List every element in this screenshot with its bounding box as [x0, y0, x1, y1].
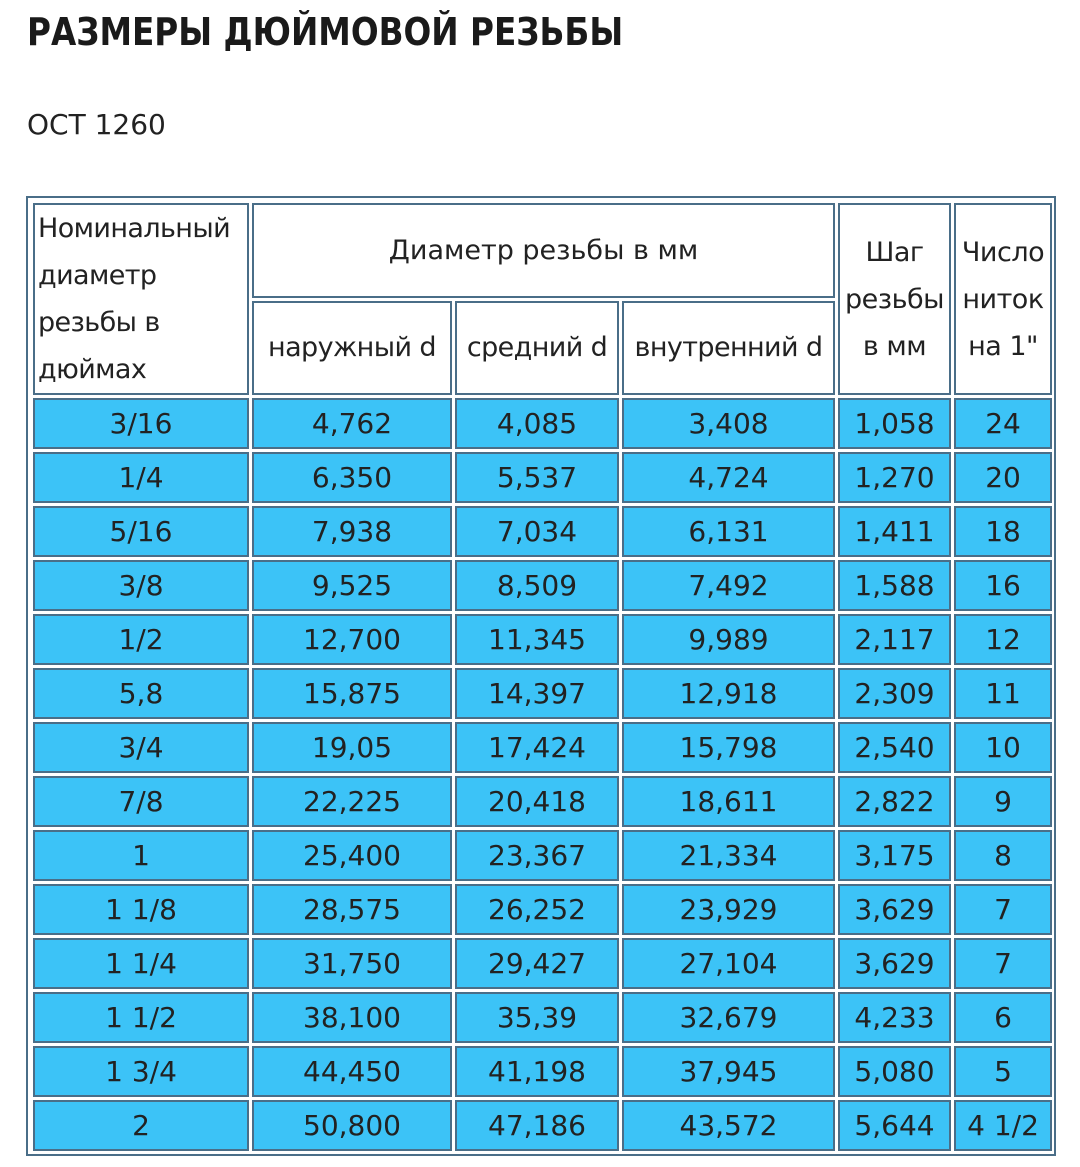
nominal-cell: 2: [33, 1100, 249, 1151]
inner-diameter-cell: 7,492: [622, 560, 835, 611]
standard-label: ОСТ 1260: [27, 108, 166, 141]
pitch-cell: 2,309: [838, 668, 951, 719]
threads-cell: 7: [954, 938, 1052, 989]
outer-diameter-cell: 4,762: [252, 398, 452, 449]
nominal-cell: 3/4: [33, 722, 249, 773]
page-title: РАЗМЕРЫ ДЮЙМОВОЙ РЕЗЬБЫ: [27, 10, 624, 54]
inner-diameter-cell: 12,918: [622, 668, 835, 719]
middle-diameter-cell: 47,186: [455, 1100, 619, 1151]
header-threads-line: ниток: [962, 283, 1044, 315]
threads-cell: 8: [954, 830, 1052, 881]
table-body: [33, 398, 1052, 1151]
outer-diameter-cell: 12,700: [252, 614, 452, 665]
inner-diameter-cell: 9,989: [622, 614, 835, 665]
threads-cell: 5: [954, 1046, 1052, 1097]
nominal-cell: 1 1/2: [33, 992, 249, 1043]
nominal-cell: 1 1/8: [33, 884, 249, 935]
pitch-cell: 3,629: [838, 884, 951, 935]
header-nominal-line: дюймах: [38, 354, 147, 385]
threads-cell: 24: [954, 398, 1052, 449]
inner-diameter-cell: 32,679: [622, 992, 835, 1043]
pitch-cell: 2,822: [838, 776, 951, 827]
table-row: [33, 506, 1052, 557]
outer-diameter-cell: 38,100: [252, 992, 452, 1043]
middle-diameter-cell: 23,367: [455, 830, 619, 881]
nominal-cell: 1/2: [33, 614, 249, 665]
middle-diameter-cell: 7,034: [455, 506, 619, 557]
header-threads-line: Число: [961, 236, 1045, 268]
nominal-cell: 1 1/4: [33, 938, 249, 989]
table-row: [33, 1100, 1052, 1151]
outer-diameter-cell: 44,450: [252, 1046, 452, 1097]
middle-diameter-cell: 29,427: [455, 938, 619, 989]
inner-diameter-cell: 3,408: [622, 398, 835, 449]
outer-diameter-cell: 50,800: [252, 1100, 452, 1151]
inner-diameter-cell: 23,929: [622, 884, 835, 935]
outer-diameter-cell: 9,525: [252, 560, 452, 611]
threads-cell: 9: [954, 776, 1052, 827]
outer-diameter-cell: 7,938: [252, 506, 452, 557]
header-pitch: [838, 203, 951, 395]
header-threads-line: на 1": [968, 330, 1038, 362]
nominal-cell: 5,8: [33, 668, 249, 719]
outer-diameter-cell: 15,875: [252, 668, 452, 719]
outer-diameter-cell: 25,400: [252, 830, 452, 881]
threads-cell: 16: [954, 560, 1052, 611]
nominal-cell: 7/8: [33, 776, 249, 827]
inner-diameter-cell: 21,334: [622, 830, 835, 881]
pitch-cell: 5,644: [838, 1100, 951, 1151]
middle-diameter-cell: 4,085: [455, 398, 619, 449]
table-row: [33, 614, 1052, 665]
threads-cell: 11: [954, 668, 1052, 719]
middle-diameter-cell: 11,345: [455, 614, 619, 665]
threads-cell: 20: [954, 452, 1052, 503]
thread-table-frame: [26, 196, 1056, 1156]
header-middle-diameter: средний d: [455, 301, 619, 396]
middle-diameter-cell: 17,424: [455, 722, 619, 773]
pitch-cell: 1,270: [838, 452, 951, 503]
outer-diameter-cell: 31,750: [252, 938, 452, 989]
threads-cell: 7: [954, 884, 1052, 935]
table-row: [33, 884, 1052, 935]
table-row: [33, 830, 1052, 881]
middle-diameter-cell: 14,397: [455, 668, 619, 719]
inner-diameter-cell: 37,945: [622, 1046, 835, 1097]
middle-diameter-cell: 5,537: [455, 452, 619, 503]
header-nominal-line: резьбы в: [38, 307, 160, 338]
inner-diameter-cell: 6,131: [622, 506, 835, 557]
thread-size-table: [30, 200, 1055, 1154]
pitch-cell: 3,175: [838, 830, 951, 881]
header-nominal-line: Номинальный: [38, 213, 231, 244]
outer-diameter-cell: 22,225: [252, 776, 452, 827]
table-row: [33, 776, 1052, 827]
pitch-cell: 5,080: [838, 1046, 951, 1097]
outer-diameter-cell: 19,05: [252, 722, 452, 773]
inner-diameter-cell: 4,724: [622, 452, 835, 503]
nominal-cell: 3/16: [33, 398, 249, 449]
table-row: [33, 1046, 1052, 1097]
threads-cell: 10: [954, 722, 1052, 773]
inner-diameter-cell: 15,798: [622, 722, 835, 773]
middle-diameter-cell: 35,39: [455, 992, 619, 1043]
table-row: [33, 560, 1052, 611]
pitch-cell: 2,117: [838, 614, 951, 665]
table-row: [33, 722, 1052, 773]
header-nominal-line: диаметр: [38, 260, 157, 291]
threads-cell: 12: [954, 614, 1052, 665]
nominal-cell: 3/8: [33, 560, 249, 611]
middle-diameter-cell: 20,418: [455, 776, 619, 827]
table-row: [33, 398, 1052, 449]
pitch-cell: 2,540: [838, 722, 951, 773]
pitch-cell: 4,233: [838, 992, 951, 1043]
header-inner-diameter: внутренний d: [622, 301, 835, 396]
pitch-cell: 1,058: [838, 398, 951, 449]
table-row: [33, 668, 1052, 719]
header-outer-diameter: наружный d: [252, 301, 452, 396]
threads-cell: 6: [954, 992, 1052, 1043]
middle-diameter-cell: 41,198: [455, 1046, 619, 1097]
header-threads-per-inch: [954, 203, 1052, 395]
inner-diameter-cell: 43,572: [622, 1100, 835, 1151]
inner-diameter-cell: 18,611: [622, 776, 835, 827]
header-pitch-line: резьбы: [845, 283, 945, 315]
middle-diameter-cell: 8,509: [455, 560, 619, 611]
header-pitch-line: в мм: [862, 330, 927, 362]
threads-cell: 18: [954, 506, 1052, 557]
inner-diameter-cell: 27,104: [622, 938, 835, 989]
table-row: [33, 938, 1052, 989]
table-row: [33, 992, 1052, 1043]
outer-diameter-cell: 6,350: [252, 452, 452, 503]
header-pitch-line: Шаг: [865, 236, 924, 268]
threads-cell: 4 1/2: [954, 1100, 1052, 1151]
nominal-cell: 1 3/4: [33, 1046, 249, 1097]
header-row-1: [33, 203, 1052, 298]
nominal-cell: 5/16: [33, 506, 249, 557]
header-diameter-group: Диаметр резьбы в мм: [252, 203, 835, 298]
nominal-cell: 1: [33, 830, 249, 881]
pitch-cell: 1,588: [838, 560, 951, 611]
header-nominal-diameter: [33, 203, 249, 395]
pitch-cell: 1,411: [838, 506, 951, 557]
table-row: [33, 452, 1052, 503]
nominal-cell: 1/4: [33, 452, 249, 503]
outer-diameter-cell: 28,575: [252, 884, 452, 935]
middle-diameter-cell: 26,252: [455, 884, 619, 935]
pitch-cell: 3,629: [838, 938, 951, 989]
